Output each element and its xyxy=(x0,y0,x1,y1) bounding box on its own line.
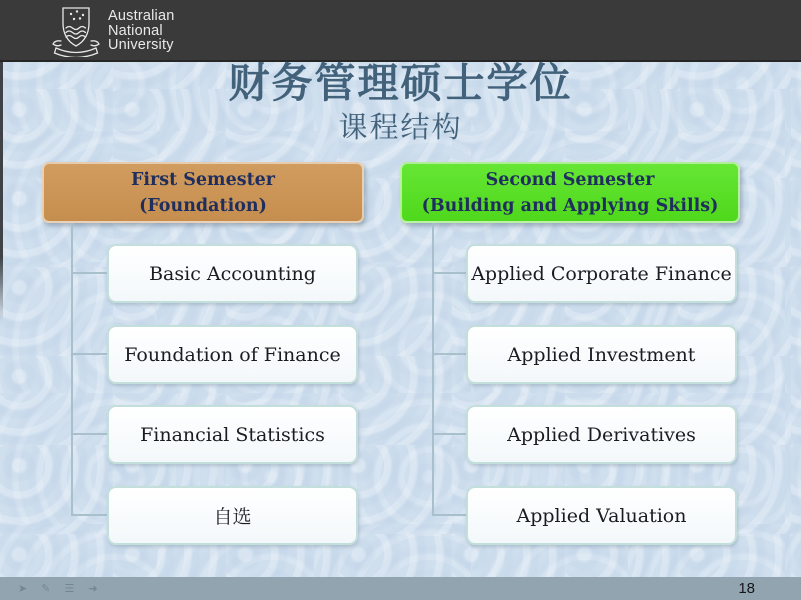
connector-line xyxy=(433,433,466,435)
course-box: Applied Corporate Finance xyxy=(466,244,737,303)
second-semester-header-box xyxy=(400,162,740,223)
first-semester-header-box xyxy=(42,162,364,223)
pen-icon[interactable]: ✎ xyxy=(41,582,51,595)
logo-line-3: University xyxy=(108,37,174,54)
slideshow-bottom-bar xyxy=(0,577,801,600)
connector-line xyxy=(72,514,107,516)
menu-lines-icon[interactable]: ☰ xyxy=(64,582,75,595)
course-box: 自选 xyxy=(107,486,358,545)
slide-title: 财务管理硕士学位 xyxy=(228,59,573,107)
anu-crest-icon xyxy=(46,5,106,57)
university-header-bar xyxy=(0,0,801,62)
logo-line-2: National xyxy=(108,22,163,39)
second-semester-subtitle: (Building and Applying Skills) xyxy=(421,195,719,216)
connector-line xyxy=(71,223,73,516)
connector-line xyxy=(72,272,107,274)
course-box: Foundation of Finance xyxy=(107,325,358,384)
presenter-toolbar xyxy=(18,577,98,600)
course-box: Applied Derivatives xyxy=(466,405,737,464)
second-semester-title: Second Semester xyxy=(485,169,655,190)
course-box: Financial Statistics xyxy=(107,405,358,464)
course-box: Basic Accounting xyxy=(107,244,358,303)
course-box: Applied Valuation xyxy=(466,486,737,545)
university-name xyxy=(108,9,174,53)
first-semester-title: First Semester xyxy=(130,169,276,190)
connector-line xyxy=(433,514,466,516)
connector-line xyxy=(432,223,434,516)
connector-line xyxy=(72,353,107,355)
cursor-arrow-icon[interactable]: ➤ xyxy=(18,582,28,595)
connector-line xyxy=(433,353,466,355)
slide-subtitle: 课程结构 xyxy=(338,110,463,144)
logo-line-1: Australian xyxy=(108,8,175,24)
forward-arrow-icon[interactable]: ➜ xyxy=(88,582,98,595)
first-semester-subtitle: (Foundation) xyxy=(139,195,267,216)
connector-line xyxy=(72,433,107,435)
connector-line xyxy=(433,272,466,274)
page-number: 18 xyxy=(738,580,755,597)
course-box: Applied Investment xyxy=(466,325,737,384)
